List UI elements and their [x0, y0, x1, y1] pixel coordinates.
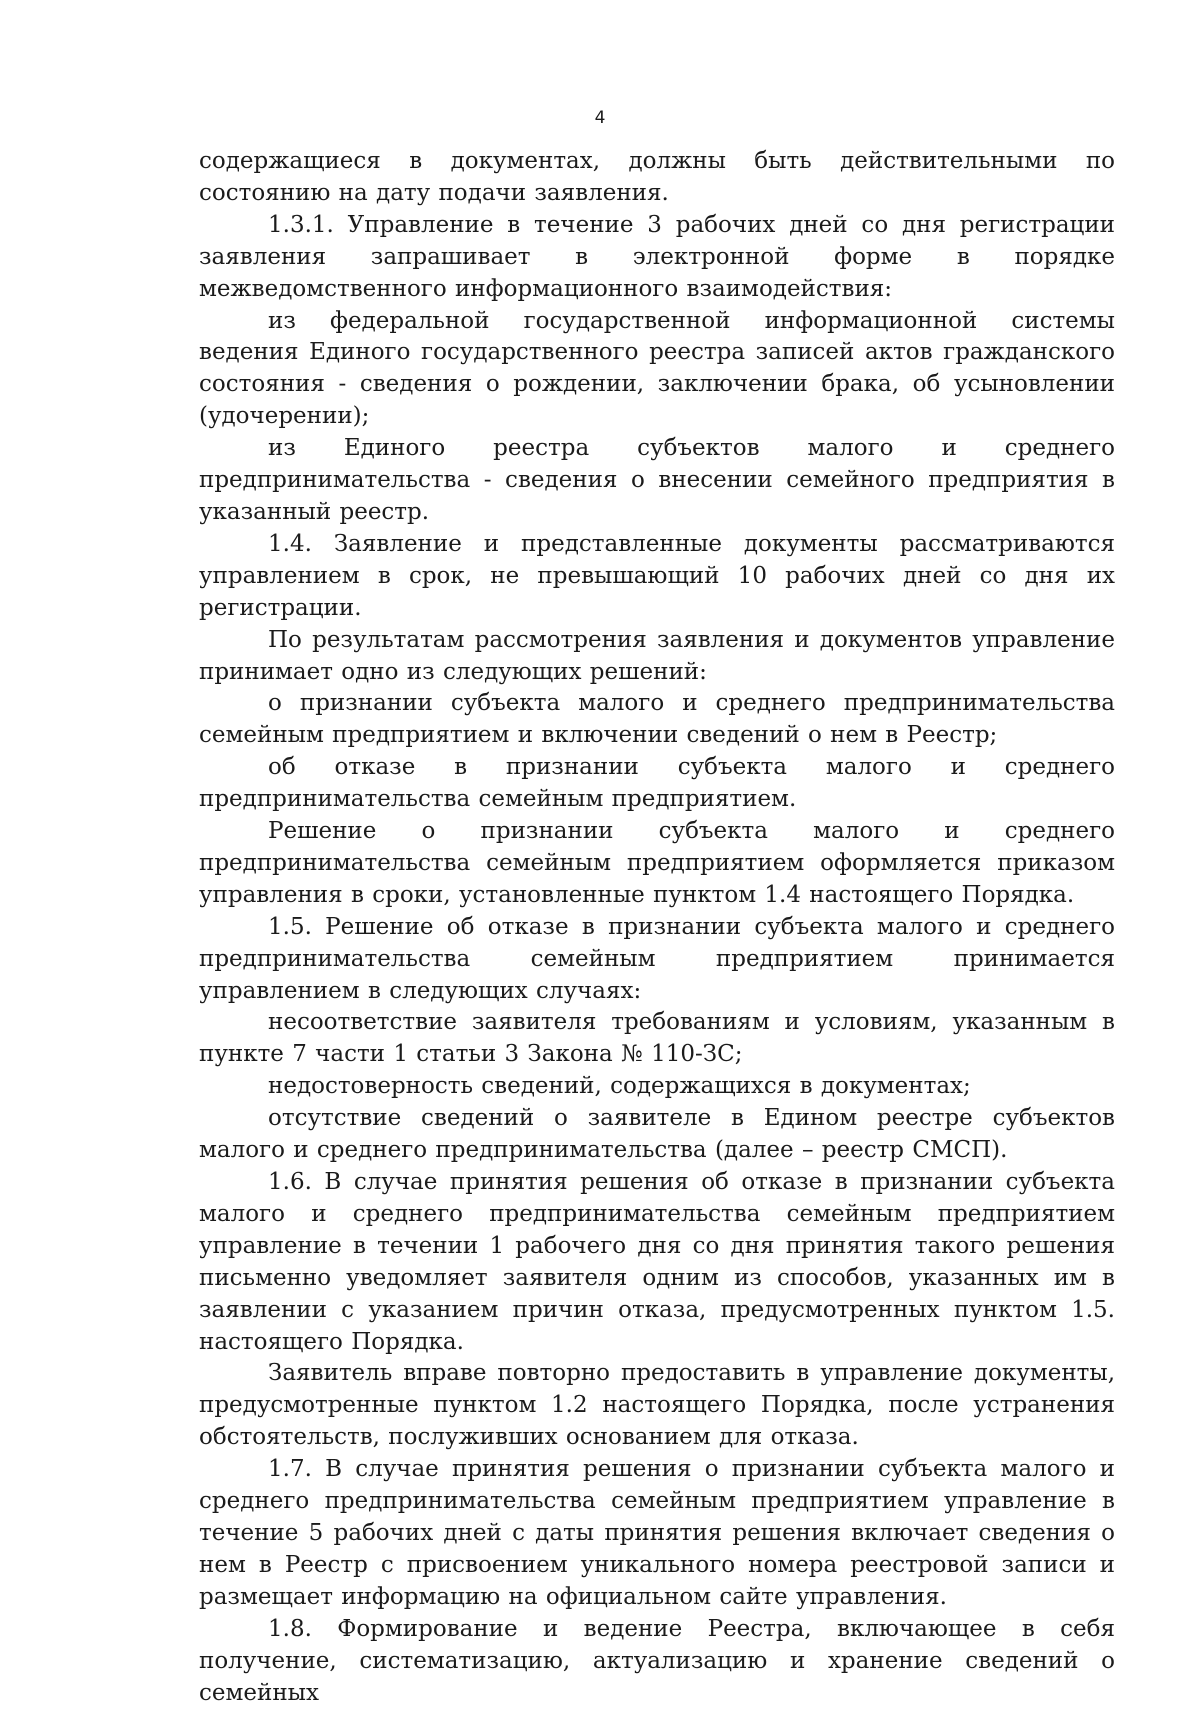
paragraph: Решение о признании субъекта малого и среднего предпринимательства семейным предприятием оформляется приказом управления в сроки, установленные пунктом 1.4 настоящего Порядка.	[199, 818, 1115, 908]
paragraph: 1.3.1. Управление в течение 3 рабочих дней со дня регистрации заявления запрашивает в электронной форме в порядке межведомственного информационного взаимодействия:	[199, 211, 1115, 302]
paragraph: из Единого реестра субъектов малого и среднего предпринимательства - сведения о внесении семейного предприятия в указанный реестр.	[199, 435, 1115, 525]
paragraph: из федеральной государственной информационной системы ведения Единого государственного реестра записей актов гражданского состояния - сведения о рождении, заключении брака, об усыновлении (удочерении);	[199, 307, 1115, 430]
page-number: 4	[594, 108, 606, 128]
paragraph: 1.4. Заявление и представленные документы рассматриваются управлением в срок, не превышающий 10 рабочих дней со дня их регистрации.	[199, 530, 1115, 621]
paragraph: 1.5. Решение об отказе в признании субъекта малого и среднего предпринимательства семейным предприятием принимается управлением в следующих случаях:	[199, 913, 1115, 1004]
paragraph: 1.8. Формирование и ведение Реестра, включающее в себя получение, систематизацию, актуализацию и хранение сведений о семейных	[199, 1615, 1115, 1706]
document-body	[199, 146, 1115, 1709]
paragraph: об отказе в признании субъекта малого и среднего предпринимательства семейным предприятием.	[199, 754, 1115, 813]
paragraph: недостоверность сведений, содержащихся в документах;	[268, 1073, 971, 1100]
paragraph: Заявитель вправе повторно предоставить в управление документы, предусмотренные пунктом 1.2 настоящего Порядка, после устранения обстоятельств, послуживших основанием для отказа.	[199, 1360, 1115, 1451]
paragraph: По результатам рассмотрения заявления и документов управление принимает одно из следующих решений:	[199, 626, 1115, 685]
paragraph: 1.7. В случае принятия решения о признании субъекта малого и среднего предпринимательства семейным предприятием управление в течение 5 рабочих дней с даты принятия решения включает сведения о нем в Реестр с присвоением уникального номера реестровой записи и размещает информацию на официальном сайте управления.	[199, 1456, 1115, 1610]
paragraph: несоответствие заявителя требованиям и условиям, указанным в пункте 7 части 1 статьи 3 Закона № 110-ЗС;	[199, 1009, 1115, 1068]
paragraph: отсутствие сведений о заявителе в Едином реестре субъектов малого и среднего предпринимательства (далее – реестр СМСП).	[199, 1105, 1115, 1164]
paragraph: 1.6. В случае принятия решения об отказе в признании субъекта малого и среднего предпринимательства семейным предприятием управление в течении 1 рабочего дня со дня принятия такого решения письменно уведомляет заявителя одним из способов, указанных им в заявлении с указанием причин отказа, предусмотренных пунктом 1.5. настоящего Порядка.	[199, 1169, 1115, 1355]
paragraph: содержащиеся в документах, должны быть действительными по состоянию на дату подачи заявления.	[199, 148, 1115, 206]
paragraph: о признании субъекта малого и среднего предпринимательства семейным предприятием и включении сведений о нем в Реестр;	[199, 690, 1115, 749]
